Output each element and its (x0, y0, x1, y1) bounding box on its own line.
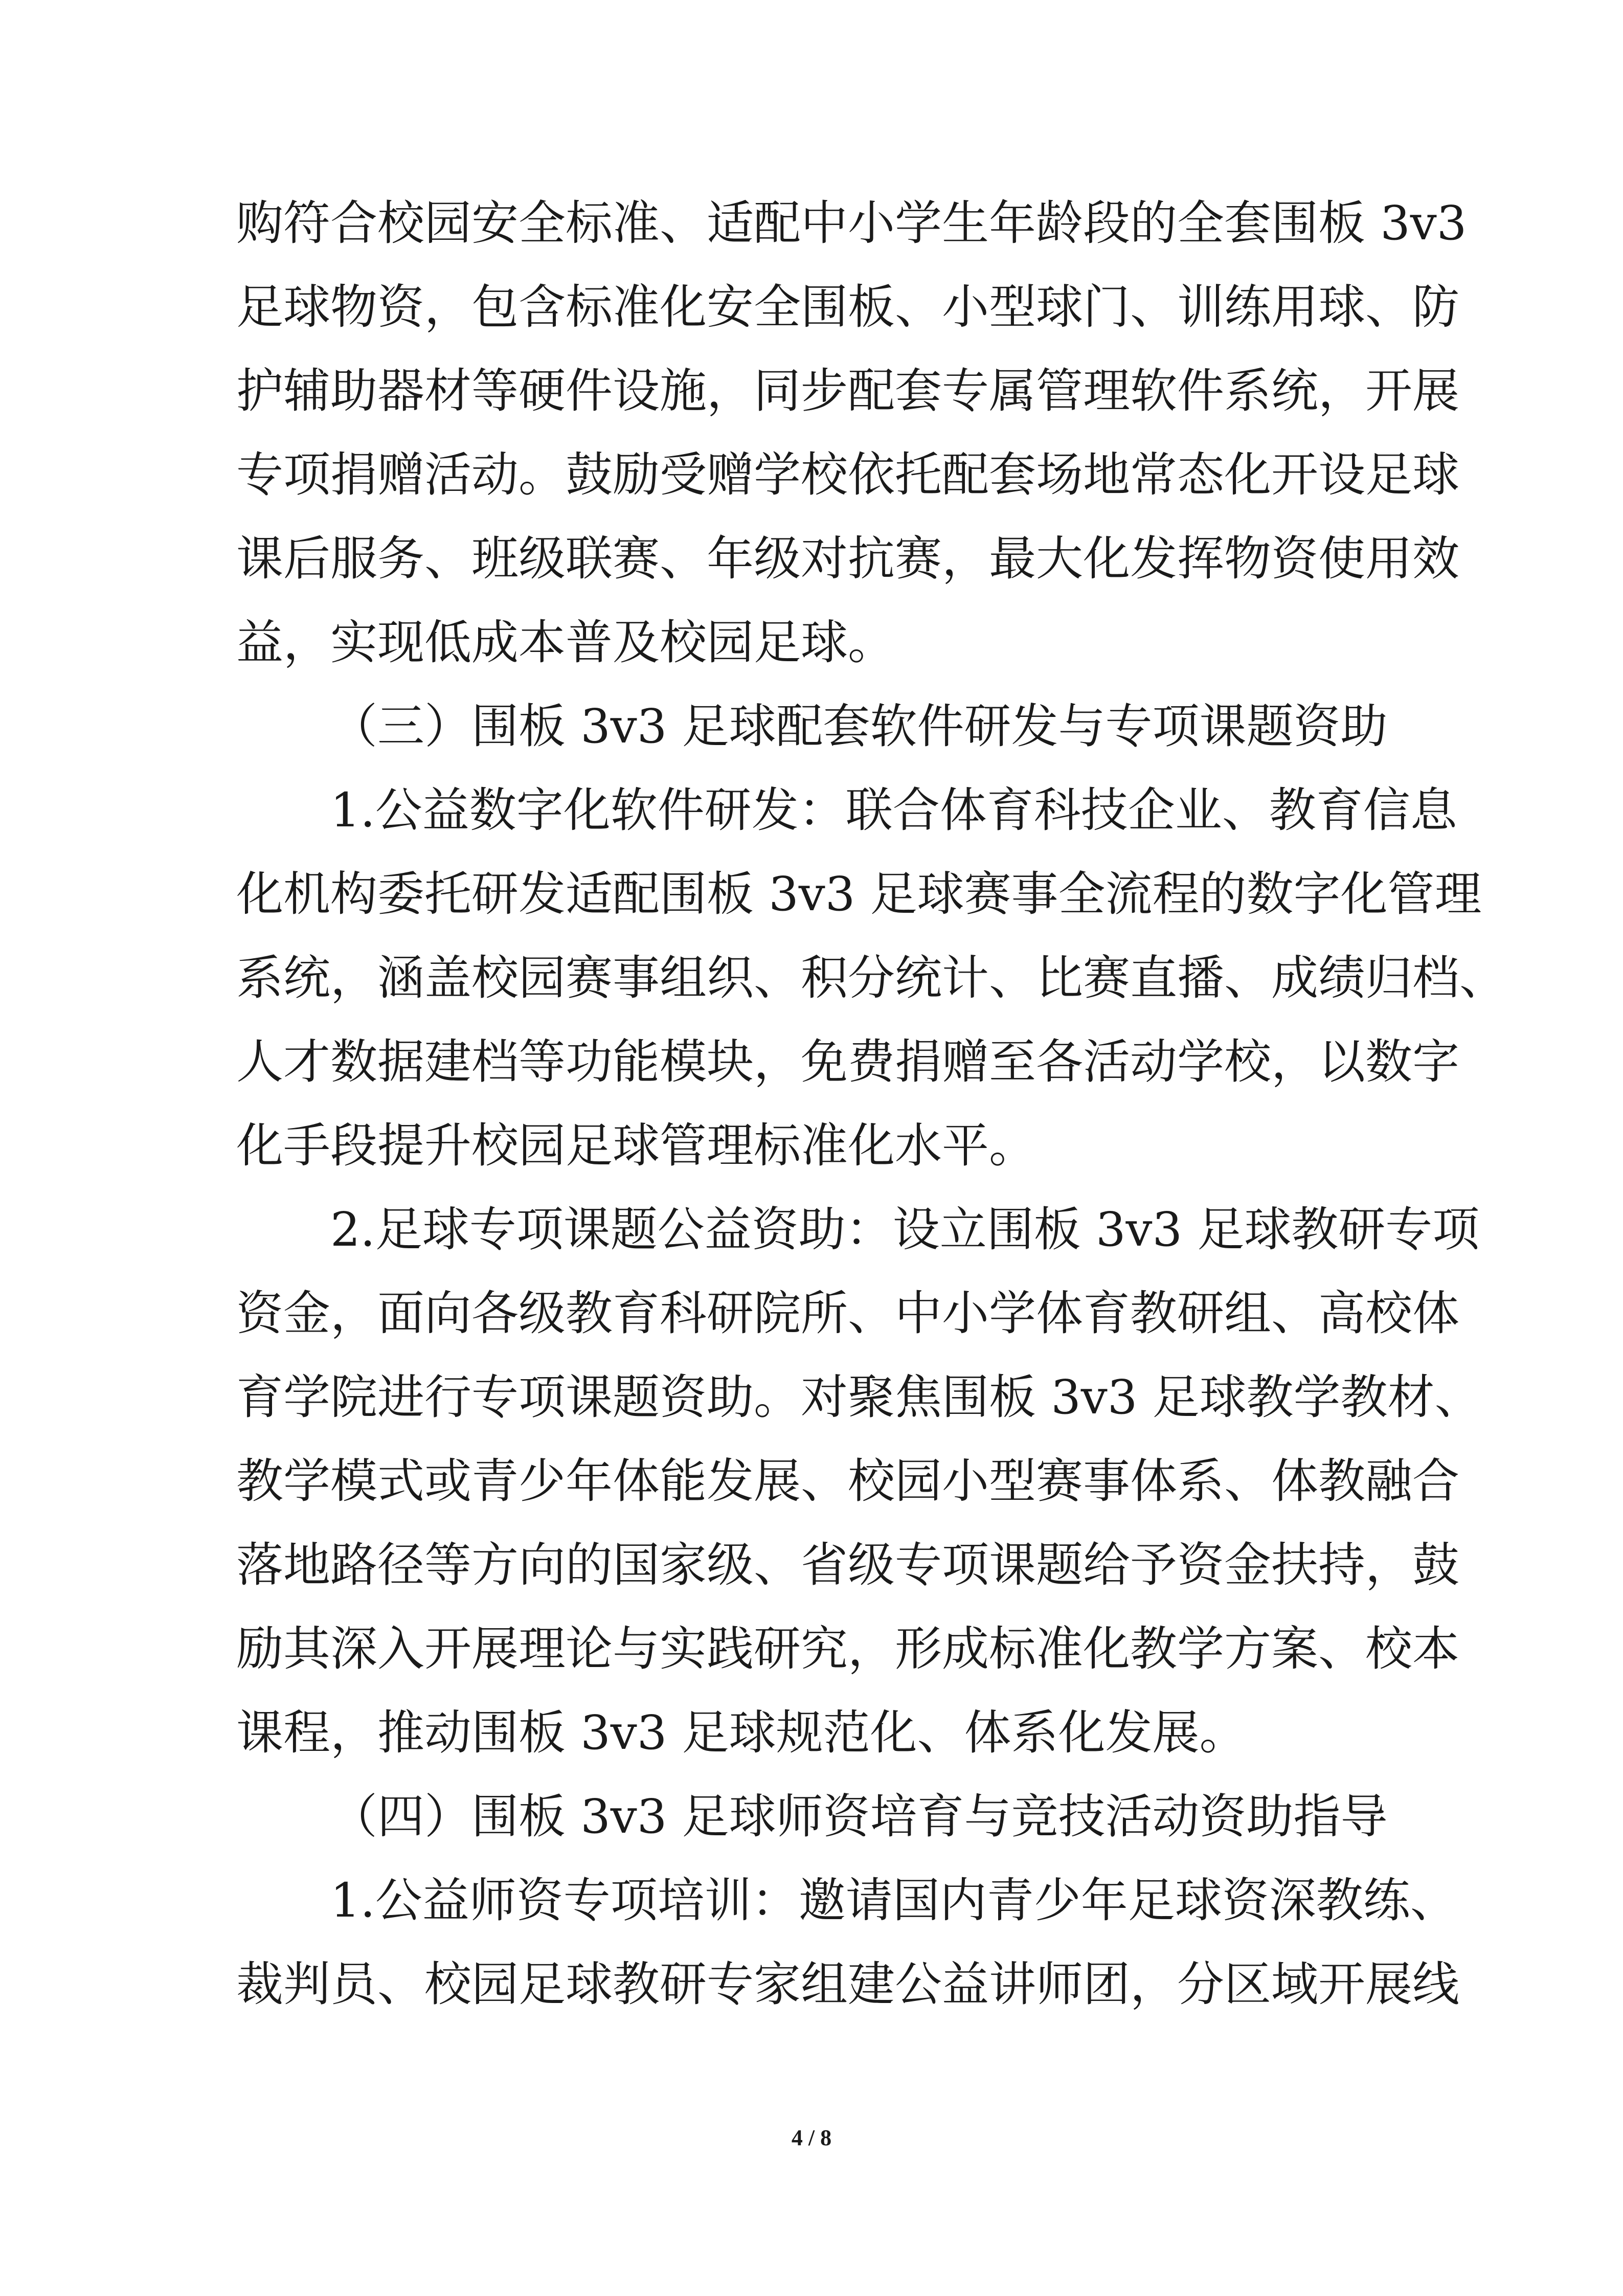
paragraph-line: 课程，推动围板 3v3 足球规范化、体系化发展。 (236, 1705, 1247, 1760)
paragraph-line: 化手段提升校园足球管理标准化水平。 (236, 1118, 1036, 1173)
paragraph-line: 裁判员、校园足球教研专家组建公益讲师团，分区域开展线 (236, 1957, 1460, 2012)
paragraph-line: 落地路径等方向的国家级、省级专项课题给予资金扶持，鼓 (236, 1538, 1460, 1592)
paragraph-line: 教学模式或青少年体能发展、校园小型赛事体系、体教融合 (236, 1454, 1460, 1509)
section-heading: （四）围板 3v3 足球师资培育与竞技活动资助指导 (330, 1789, 1388, 1844)
paragraph-line: 护辅助器材等硬件设施，同步配套专属管理软件系统，开展 (236, 364, 1460, 418)
paragraph-line: 资金，面向各级教育科研院所、中小学体育教研组、高校体 (236, 1286, 1460, 1341)
section-heading: （三）围板 3v3 足球配套软件研发与专项课题资助 (330, 699, 1388, 754)
page-number: 4 / 8 (791, 2125, 832, 2150)
paragraph-line: 足球物资，包含标准化安全围板、小型球门、训练用球、防 (236, 280, 1460, 334)
paragraph-line: 育学院进行专项课题资助。对聚焦围板 3v3 足球教学教材、 (236, 1370, 1482, 1425)
paragraph-line: 化机构委托研发适配围板 3v3 足球赛事全流程的数字化管理 (236, 867, 1482, 921)
document-body (236, 182, 1507, 2027)
paragraph-line: 益，实现低成本普及校园足球。 (236, 615, 895, 670)
paragraph-line: 1.公益数字化软件研发：联合体育科技企业、教育信息 (330, 783, 1457, 838)
paragraph-line: 1.公益师资专项培训：邀请国内青少年足球资深教练、 (330, 1873, 1457, 1928)
paragraph-line: 专项捐赠活动。鼓励受赠学校依托配套场地常态化开设足球 (236, 447, 1460, 502)
paragraph-line: 系统，涵盖校园赛事组织、积分统计、比赛直播、成绩归档、 (236, 951, 1507, 1005)
paragraph-line: 课后服务、班级联赛、年级对抗赛，最大化发挥物资使用效 (236, 531, 1460, 586)
paragraph-line: 2.足球专项课题公益资助：设立围板 3v3 足球教研专项 (330, 1202, 1480, 1257)
paragraph-line: 励其深入开展理论与实践研究，形成标准化教学方案、校本 (236, 1622, 1460, 1676)
paragraph-line: 人才数据建档等功能模块，免费捐赠至各活动学校，以数字 (236, 1034, 1460, 1089)
paragraph-line: 购符合校园安全标准、适配中小学生年龄段的全套围板 3v3 (236, 196, 1467, 251)
